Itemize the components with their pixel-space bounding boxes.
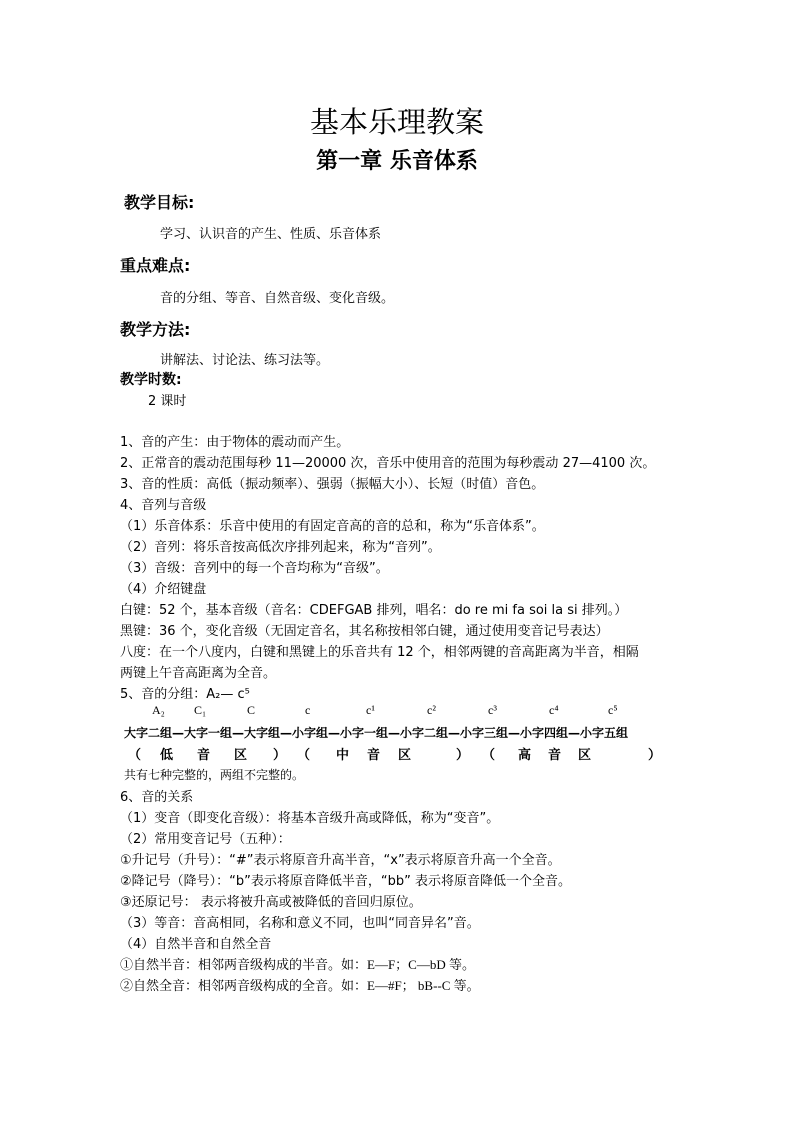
white-keys: 白键：52 个，基本音级（音名：CDEFGAB 排列，唱名：do re mi fa soi la si 排列。） [120, 603, 628, 618]
register-high-char: 区 [578, 748, 592, 763]
group-note: c⁵ [608, 703, 618, 717]
line-4d: （4）介绍键盘 [120, 582, 207, 597]
group-note: C₁ [194, 703, 207, 717]
chapter-title: 第一章 乐音体系 [316, 148, 478, 174]
method-text: 讲解法、讨论法、练习法等。 [160, 353, 330, 368]
register-high-open: （ [482, 748, 496, 763]
register-mid-char: 区 [398, 748, 412, 763]
line-4a: （1）乐音体系：乐音中使用的有固定音高的音的总和，称为“乐音体系”。 [120, 519, 545, 534]
wholetone-line: ②自然全音：相邻两音级构成的全音。如：E—#F； bB--C 等。 [120, 978, 480, 993]
line-4b: （2）音列：将乐音按高低次序排列起来，称为“音列”。 [120, 540, 441, 555]
goal-label: 教学目标: [124, 193, 195, 212]
hours-text: 2 课时 [148, 394, 187, 409]
line-1: 1、音的产生：由于物体的震动而产生。 [120, 435, 350, 450]
register-mid-open: （ [297, 748, 311, 763]
register-low-close: ） [273, 748, 287, 763]
line-2: 2、正常音的震动范围每秒 11—20000 次，音乐中使用音的范围为每秒震动 27—4100 次。 [120, 456, 656, 471]
register-low-char: 区 [234, 748, 248, 763]
line-6: 6、音的关系 [120, 790, 194, 805]
line-6d: （4）自然半音和自然全音 [120, 937, 272, 952]
black-keys: 黑键：36 个，变化音级（无固定音名，其名称按相邻白键，通过使用变音记号表达） [120, 624, 609, 639]
goal-text: 学习、认识音的产生、性质、乐音体系 [160, 227, 382, 242]
register-high-char: 音 [548, 748, 562, 763]
group-note: A₂ [152, 703, 165, 717]
hours-label: 教学时数: [120, 372, 182, 388]
group-note: c² [427, 703, 436, 717]
line-5: 5、音的分组：A₂— c⁵ [120, 687, 250, 702]
register-mid-close: ） [456, 748, 470, 763]
flat-line: ②降记号（降号）：“b”表示将原音降低半音，“bb” 表示将原音降低一个全音。 [120, 874, 571, 889]
register-low-char: 音 [197, 748, 211, 763]
group-note: c¹ [366, 703, 375, 717]
natural-line: ③还原记号： 表示将被升高或被降低的音回归原位。 [120, 895, 422, 910]
sharp-line: ①升记号（升号）：“#”表示将原音升高半音，“x”表示将原音升高一个全音。 [120, 853, 561, 868]
key-text: 音的分组、等音、自然音级、变化音级。 [160, 291, 395, 306]
line-6a: （1）变音（即变化音级）：将基本音级升高或降低，称为“变音”。 [120, 811, 500, 826]
line-3: 3、音的性质：高低（振动频率）、强弱（振幅大小）、长短（时值）音色。 [120, 477, 545, 492]
line-6b: （2）常用变音记号（五种）： [120, 832, 291, 847]
octave-line-1: 八度：在一个八度内，白键和黑键上的乐音共有 12 个，相邻两键的音高距离为半音，相隔 [120, 645, 639, 660]
line-6c: （3）等音：音高相同，名称和意义不同，也叫“同音异名”音。 [120, 916, 480, 931]
group-note: c³ [488, 703, 497, 717]
register-high-char: 高 [518, 748, 532, 763]
key-label: 重点难点: [120, 256, 191, 275]
register-high-close: ） [648, 748, 662, 763]
register-mid-char: 音 [367, 748, 381, 763]
line-4: 4、音列与音级 [120, 498, 207, 513]
method-label: 教学方法: [120, 320, 191, 339]
group-note: c [305, 703, 311, 717]
semitone-line: ①自然半音：相邻两音级构成的半音。如：E—F；C—bD 等。 [120, 957, 475, 972]
group-note: c⁴ [549, 703, 559, 717]
register-mid-char: 中 [336, 748, 350, 763]
register-low-char: 低 [160, 748, 174, 763]
group-note: C [247, 703, 256, 717]
group-names: 大字二组—大字一组—大字组—小字组—小字一组—小字二组—小字三组—小字四组—小字五组 [124, 726, 629, 740]
line-4c: （3）音级：音列中的每一个音均称为“音级”。 [120, 561, 389, 576]
page-title: 基本乐理教案 [309, 105, 484, 139]
register-low-open: （ [128, 748, 142, 763]
octave-line-2: 两键上午音高距离为全音。 [120, 666, 277, 681]
complete-note: 共有七种完整的，两组不完整的。 [124, 768, 305, 782]
